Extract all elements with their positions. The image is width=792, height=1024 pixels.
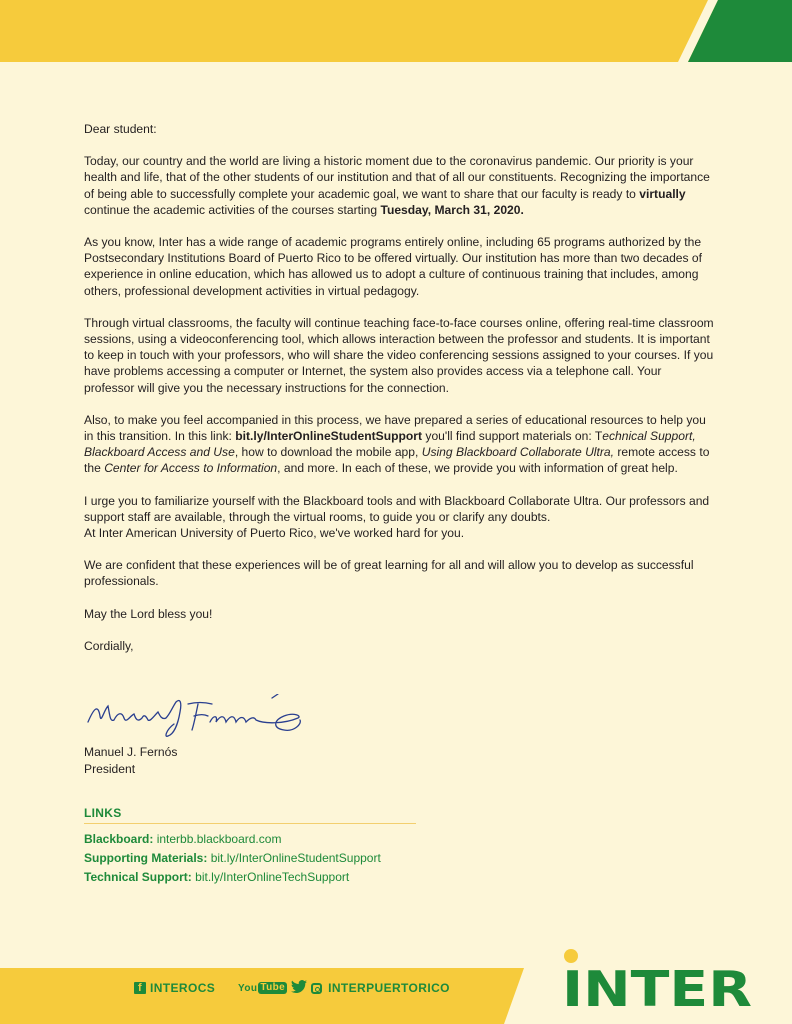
paragraph-6: We are confident that these experiences will be of great learning for all and will allow you to develop as successful professionals. — [84, 558, 694, 589]
signature — [84, 694, 314, 742]
social-links[interactable] — [238, 979, 450, 997]
link-blackboard[interactable]: Blackboard: interbb.blackboard.com — [84, 832, 282, 846]
paragraph-7: May the Lord bless you! — [84, 606, 213, 621]
inter-logo — [562, 948, 754, 1010]
facebook-icon: f — [134, 982, 146, 994]
paragraph-1: Today, our country and the world are living a historic moment due to the coronavirus pandemic. Our priority is your health and life, that of the other students of our institution and that of all our constituents. Recognizing the importance of being able to successfully complete your academic goal, we want to share that our faculty is ready to virtually continue the academic activities of the courses starting Tuesday, March 31, 2020. — [84, 154, 710, 217]
greeting: Dear student: — [84, 122, 157, 136]
twitter-icon — [291, 980, 307, 996]
student-support-link[interactable]: bit.ly/InterOnlineStudentSupport — [235, 429, 423, 444]
instagram-icon — [311, 983, 322, 994]
paragraph-3: Through virtual classrooms, the faculty will continue teaching face-to-face courses online, offering real-time classroom sessions, using a videoconferencing tool, which allows interaction between the professor and students. It is important to keep in touch with your professors, who will share the video conferencing sessions assigned to your courses. If you have problems accessing a computer or Internet, the system also provides access via a telephone call. Your professor will give you the necessary instructions for the connection. — [84, 315, 714, 395]
closing: Cordially, — [84, 638, 134, 653]
link-supporting-materials[interactable]: Supporting Materials: bit.ly/InterOnlineStudentSupport — [84, 851, 381, 865]
paragraph-2: As you know, Inter has a wide range of academic programs entirely online, including 65 programs authorized by the Postsecondary Institutions Board of Puerto Rico to be offered virtually. Our institution has more than two decades of experience in online education, which has allowed us to adopt a culture of continuous training that includes, among others, professional development activities in virtual pedagogy. — [84, 235, 703, 298]
links-heading: LINKS — [84, 806, 416, 824]
top-banner — [0, 0, 792, 62]
youtube-icon: You Tube — [238, 982, 286, 994]
paragraph-5: I urge you to familiarize yourself with the Blackboard tools and with Blackboard Collaborate Ultra. Our professors and support staff are available, through the virtual rooms, to guide you or clarify any doubts. At Inter American University of Puerto Rico, we've worked hard for you. — [84, 493, 710, 541]
signer-block — [84, 744, 177, 778]
svg-text:INTER: INTER — [562, 961, 752, 1010]
facebook-handle: INTEROCS — [150, 981, 216, 995]
paragraph-4: Also, to make you feel accompanied in this process, we have prepared a series of educational resources to help you in this transition. In this link: bit.ly/InterOnlineStudentSupport you'll find support materials on: Technical Support, Blackboard Access and Use, how to download the mobile app, Using Blackboard Collaborate Ultra, remote access to the Center for Access to Information, and more. In each of these, we provide you with information of great help. — [84, 412, 710, 476]
link-technical-support[interactable]: Technical Support: bit.ly/InterOnlineTechSupport — [84, 870, 350, 884]
links-section — [84, 806, 416, 887]
social-handle: INTERPUERTORICO — [328, 981, 450, 995]
signer-title: President — [84, 762, 136, 776]
facebook-link[interactable] — [134, 979, 215, 997]
letter-body — [84, 121, 714, 670]
signer-name: Manuel J. Fernós — [84, 745, 178, 759]
